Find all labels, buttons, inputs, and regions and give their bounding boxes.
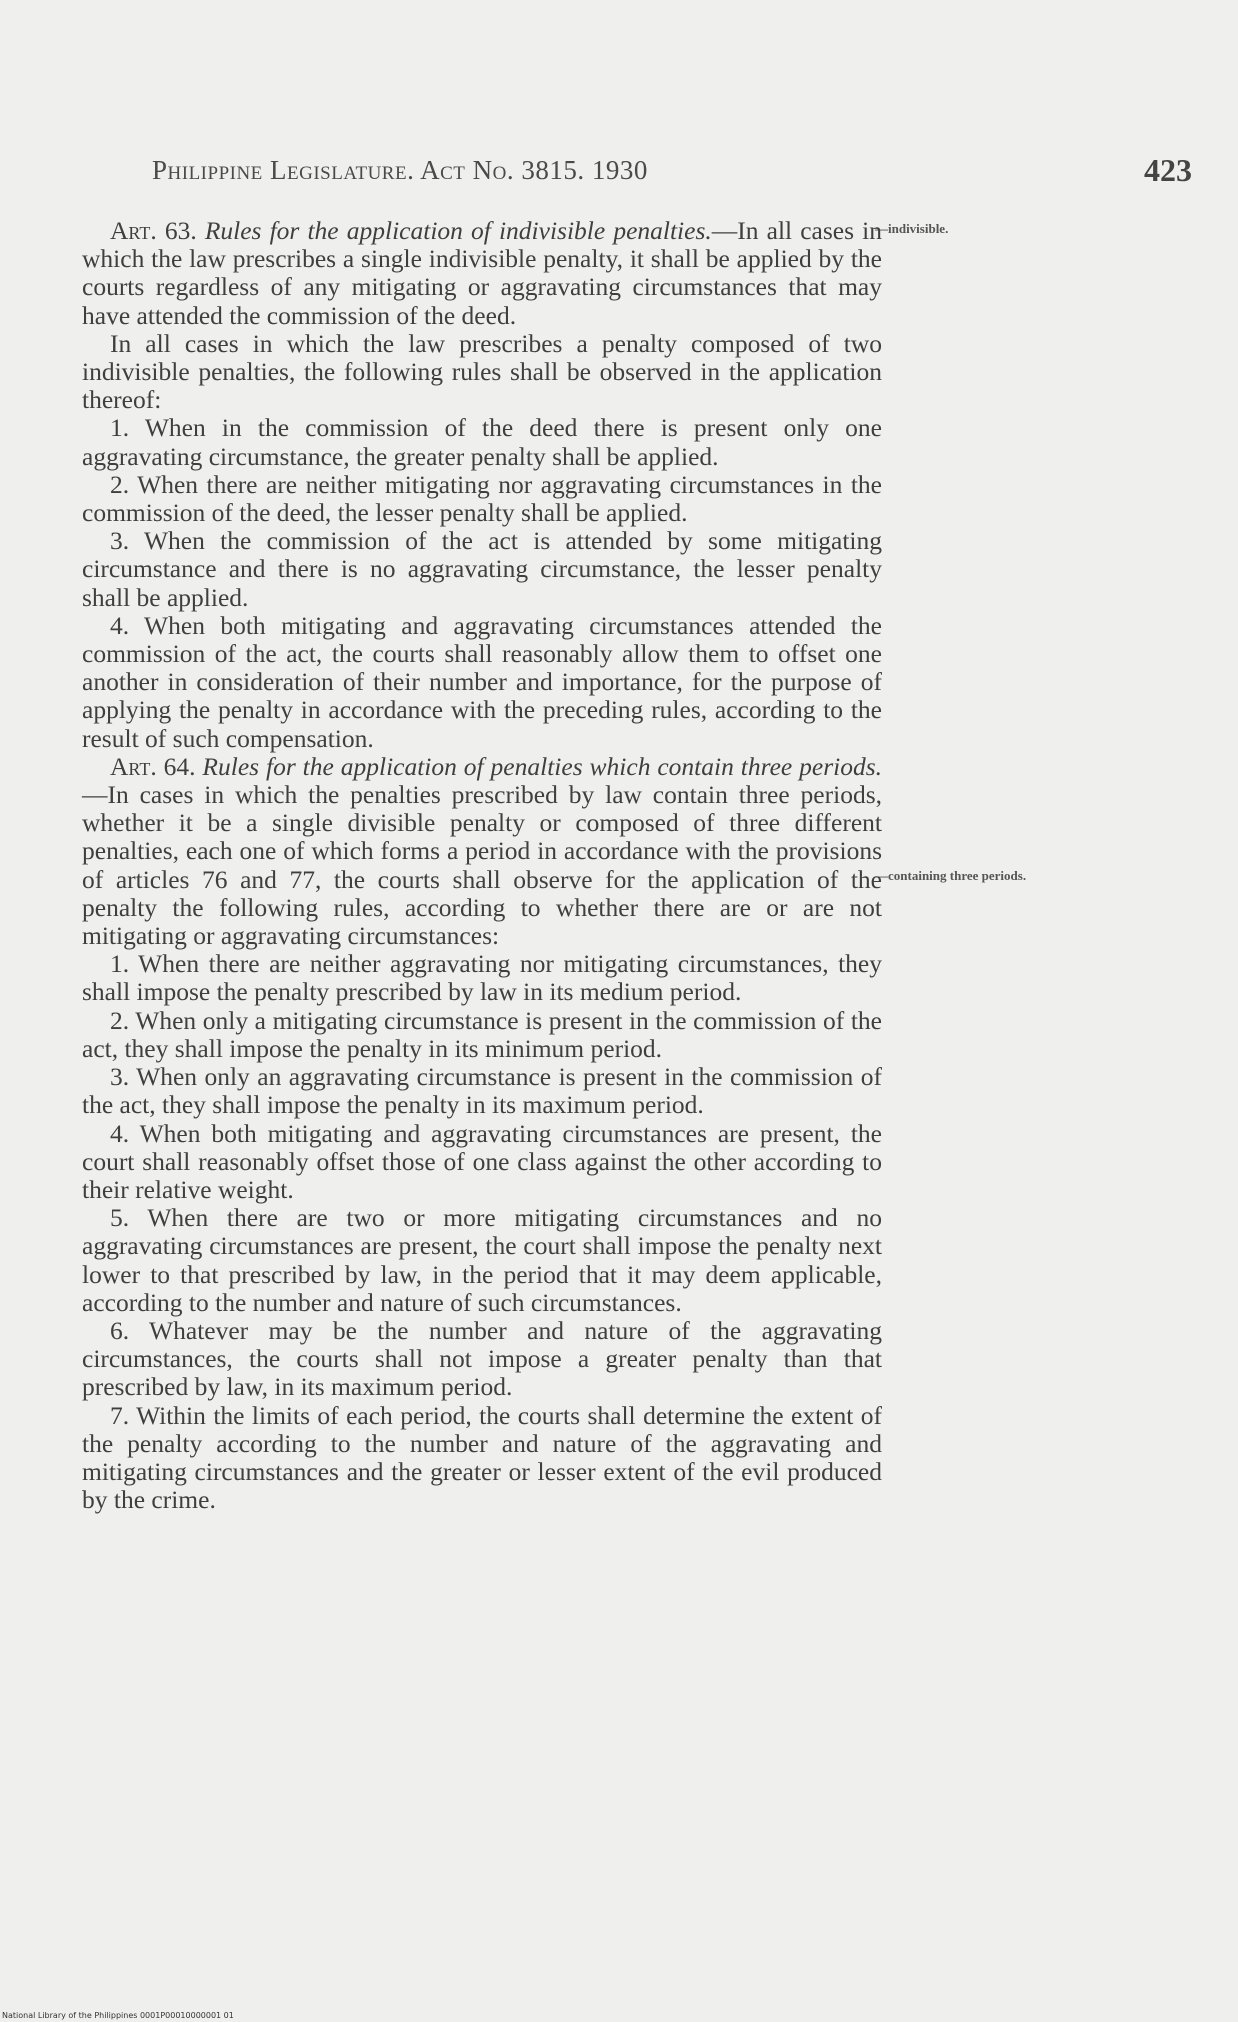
article-64-rule-2: 2. When only a mitigating circumstance is present in the commission of the act, they shall impose the penalty in its minimum period.	[82, 1005, 882, 1063]
article-63-rule-3: 3. When the commission of the act is attended by some mitigating circumstance and there is no aggravating circumstance, the lesser penalty shall be applied.	[82, 526, 882, 612]
margin-note-three-periods: —containing three periods.	[875, 868, 1027, 883]
margin-note-indivisible: —indivisible.	[875, 221, 949, 236]
article-64-text: —In cases in which the penalties prescribed by law contain three periods, whether it be a single divisible penalty or composed of three different penalties, each one of which forms a period in accordance with the provisions of articles 76 and 77, the courts shall observe for the application of the penalty the following rules, according to whether there are or are not mitigating or aggravating circumstances:	[82, 780, 882, 951]
page-header	[152, 152, 1192, 195]
library-credit: National Library of the Philippines 0001P00010000001 01	[2, 2011, 234, 2020]
article-64-rule-6: 6. Whatever may be the number and nature of the aggravating circumstances, the courts shall not impose a greater penalty than that prescribed by law, in its maximum period.	[82, 1315, 882, 1402]
article-63-rule-4: 4. When both mitigating and aggravating circumstances attended the commission of the act, the courts shall reasonably allow them to offset one another in consideration of their number and importance, for the purpose of applying the penalty in accordance with the preceding rules, according to the result of such compensation.	[82, 610, 882, 753]
article-63-title: Rules for the application of indivisible penalties.	[204, 216, 712, 245]
article-63-paragraph-2: In all cases in which the law prescribes a penalty composed of two indivisible penalties, the following rules shall be observed in the application thereof:	[82, 328, 882, 415]
article-63-rule-2: 2. When there are neither mitigating nor aggravating circumstances in the commission of the deed, the lesser penalty shall be applied.	[82, 469, 882, 528]
article-64-paragraph	[82, 753, 882, 950]
article-64-rule-7: 7. Within the limits of each period, the courts shall determine the extent of the penalty according to the number and nature of the aggravating and mitigating circumstances and the greater or lesser extent of the evil produced by the crime.	[82, 1400, 882, 1515]
article-63-text: —In all cases in which the law prescribes a single indivisible penalty, it shall be applied by the courts regardless of any mitigating or aggravating circumstances that may have attended the commission of the deed.	[82, 216, 882, 330]
running-head: Philippine Legislature. Act No. 3815. 1930	[152, 155, 648, 185]
article-63-number: Art. 63.	[110, 216, 197, 245]
page-number: 423	[1144, 152, 1192, 188]
article-64-rule-5: 5. When there are two or more mitigating circumstances and no aggravating circumstances are present, the court shall impose the penalty next lower to that prescribed by law, in the period that it may deem applicable, according to the number and nature of such circumstances.	[82, 1203, 882, 1317]
article-63-paragraph	[82, 217, 882, 330]
article-63-rule-1: 1. When in the commission of the deed there is present only one aggravating circumstance, the greater penalty shall be applied.	[82, 413, 882, 471]
article-64-rule-1: 1. When there are neither aggravating nor mitigating circumstances, they shall impose the penalty prescribed by law in its medium period.	[82, 949, 882, 1007]
article-64-rule-3: 3. When only an aggravating circumstance is present in the commission of the act, they shall impose the penalty in its maximum period.	[82, 1062, 882, 1120]
document-body	[82, 217, 882, 1514]
article-64-title: Rules for the application of penalties which contain three periods.	[202, 751, 882, 781]
article-64-number: Art. 64.	[110, 751, 196, 781]
article-64-rule-4: 4. When both mitigating and aggravating circumstances are present, the court shall reasonably offset those of one class against the other according to their relative weight.	[82, 1118, 882, 1204]
